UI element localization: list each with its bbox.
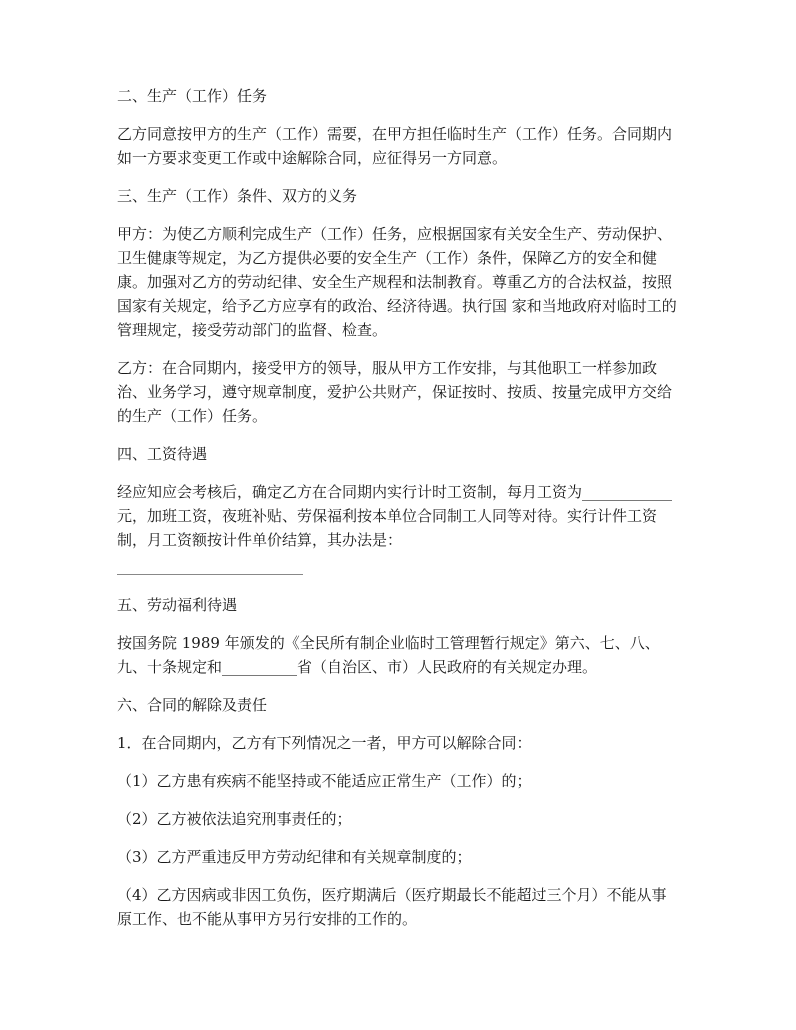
wage-amount-blank: ____________	[582, 483, 673, 501]
section-2-paragraph: 乙方同意按甲方的生产（工作）需要，在甲方担任临时生产（工作）任务。合同期内如一方要求变更工作或中途解除合同，应征得另一方同意。	[117, 125, 673, 167]
section-3-party-a-paragraph: 甲方：为使乙方顺利完成生产（工作）任务，应根据国家有关安全生产、劳动保护、卫生健康等规定，为乙方提供必要的安全生产（工作）条件，保障乙方的安全和健康。加强对乙方的劳动纪律、安全生产规程和法制教育。尊重乙方的合法权益，按照国家有关规定，给予乙方应享有的政治、经济待遇。执行国 家和当地政府对临时工的管理规定，接受劳动部门的监督、检查。	[117, 225, 677, 339]
section-3-party-b-paragraph: 乙方：在合同期内，接受甲方的领导，服从甲方工作安排，与其他职工一样参加政治、业务学习，遵守规章制度，爱护公共财产，保证按时、按质、按量完成甲方交给的生产（工作）任务。	[117, 359, 673, 425]
section-4-paragraph	[117, 480, 681, 552]
wage-text-after: 元，加班工资，夜班补贴、劳保福利按本单位合同制工人同等对待。实行计件工资制，月工资额按计件单价结算，其办法是：	[117, 507, 658, 549]
section-heading-5: 五、劳动福利待遇	[117, 596, 238, 614]
termination-subitem-4: （4）乙方因病或非因工负伤，医疗期满后（医疗期最长不能超过三个月）不能从事原工作、也不能从事甲方另行安排的工作的。	[117, 886, 667, 928]
termination-subitem-2: （2）乙方被依法追究刑事责任的；	[117, 810, 352, 828]
termination-subitem-1: （1）乙方患有疾病不能坚持或不能适应正常生产（工作）的；	[117, 772, 532, 790]
termination-subitem-3: （3）乙方严重违反甲方劳动纪律和有关规章制度的；	[117, 848, 472, 866]
method-blank-line	[117, 574, 303, 575]
wage-text-before: 经应知应会考核后，确定乙方在合同期内实行计时工资制，每月工资为	[117, 483, 583, 501]
section-heading-2: 二、生产（工作）任务	[117, 87, 268, 105]
welfare-text-after: 省（自治区、市）人民政府的有关规定办理。	[297, 658, 598, 676]
section-heading-4: 四、工资待遇	[117, 445, 208, 463]
section-heading-6: 六、合同的解除及责任	[117, 696, 268, 714]
welfare-text-before: 按国务院 1989 年颁发的《全民所有制企业临时工管理暂行规定》第六、七、八、九、十条规定和	[117, 634, 660, 676]
document-page	[117, 84, 681, 945]
termination-item-1: 1．在合同期内，乙方有下列情况之一者，甲方可以解除合同：	[117, 734, 532, 752]
province-blank: __________	[222, 658, 298, 676]
section-heading-3: 三、生产（工作）条件、双方的义务	[117, 187, 358, 205]
section-5-paragraph	[117, 631, 681, 679]
